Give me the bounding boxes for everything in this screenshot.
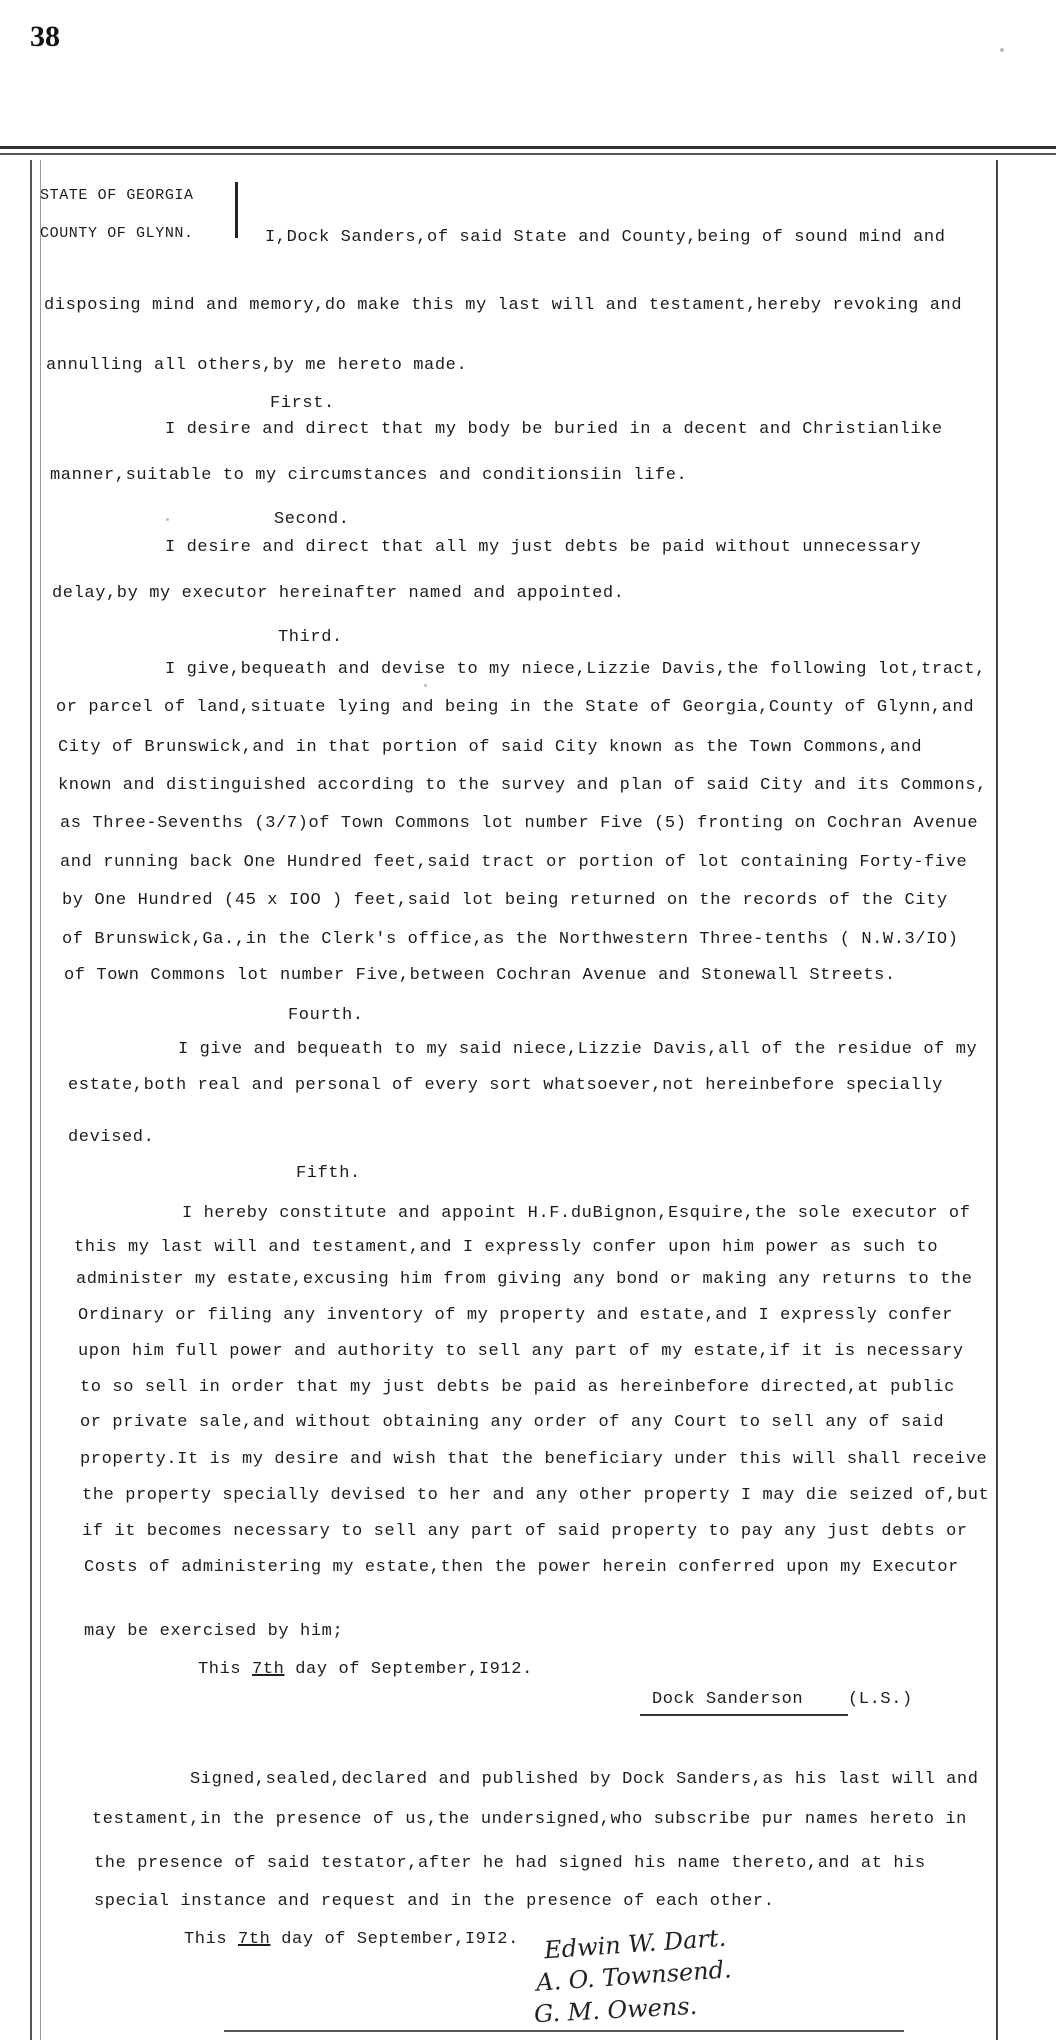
will-line-28: the property specially devised to her and any other property I may die seized of,but [82,1486,990,1505]
page-number: 38 [30,20,60,53]
margin-line [40,160,41,2040]
attest-date-prefix: This [184,1930,228,1949]
will-line-30: Costs of administering my estate,then the power herein conferred upon my Executor [84,1558,959,1577]
date-suffix: day of September,I912. [295,1660,533,1679]
caption-county: COUNTY OF GLYNN. [40,225,194,242]
witness-signature-2: A. O. Townsend. [535,1955,733,1997]
heading-second: Second. [274,510,350,529]
will-line-10: City of Brunswick,and in that portion of said City known as the Town Commons,and [58,738,923,757]
will-line-3: annulling all others,by me hereto made. [46,356,468,375]
will-line-14: by One Hundred (45 x IOO ) feet,said lot being returned on the records of the City [62,891,948,910]
will-line-18: estate,both real and personal of every sort whatsoever,not hereinbefore specially [68,1076,943,1095]
top-rule-secondary [0,153,1056,155]
attest-date-line [184,1930,519,1950]
will-line-8: I give,bequeath and devise to my niece,Lizzie Davis,the following lot,tract, [165,660,986,679]
heading-fourth: Fourth. [288,1006,364,1025]
will-line-2: disposing mind and memory,do make this my last will and testament,hereby revoking and [44,296,963,315]
top-rule [0,146,1056,149]
will-line-21: this my last will and testament,and I expressly confer upon him power as such to [74,1238,939,1257]
will-line-24: upon him full power and authority to sell any part of my estate,if it is necessary [78,1342,964,1361]
caption-state: STATE OF GEORGIA [40,187,194,204]
date-day: 7th [252,1660,285,1679]
signature-seal: (L.S.) [848,1690,913,1709]
heading-third: Third. [278,628,343,647]
will-line-12: as Three-Sevenths (3/7)of Town Commons lot number Five (5) fronting on Cochran Avenue [60,814,979,833]
attest-date-day: 7th [238,1930,271,1949]
caption-bracket [235,182,242,238]
attest-line-3: the presence of said testator,after he had signed his name thereto,and at his [94,1854,926,1873]
will-line-26: or private sale,and without obtaining any order of any Court to sell any of said [80,1413,945,1432]
attest-line-1: Signed,sealed,declared and published by Dock Sanders,as his last will and [190,1770,979,1789]
will-line-4: I desire and direct that my body be buried in a decent and Christianlike [165,420,943,439]
will-line-31: may be exercised by him; [84,1622,344,1641]
will-line-17: I give and bequeath to my said niece,Lizzie Davis,all of the residue of my [178,1040,978,1059]
witness-signature-1: Edwin W. Dart. [543,1923,727,1965]
will-line-15: of Brunswick,Ga.,in the Clerk's office,as the Northwestern Three-tenths ( N.W.3/IO) [62,930,959,949]
attest-line-4: special instance and request and in the presence of each other. [94,1892,775,1911]
attest-date-suffix: day of September,I9I2. [281,1930,519,1949]
will-line-5: manner,suitable to my circumstances and conditionsiin life. [50,466,688,485]
bottom-rule [224,2030,904,2032]
will-line-11: known and distinguished according to the survey and plan of said City and its Commons, [58,776,987,795]
will-line-23: Ordinary or filing any inventory of my property and estate,and I expressly confer [78,1306,953,1325]
heading-first: First. [270,394,335,413]
will-line-16: of Town Commons lot number Five,between Cochran Avenue and Stonewall Streets. [64,966,896,985]
date-line [198,1660,533,1680]
will-line-7: delay,by my executor hereinafter named and appointed. [52,584,625,603]
signature-rule [640,1714,848,1716]
page-frame [30,160,998,2040]
will-line-20: I hereby constitute and appoint H.F.duBignon,Esquire,the sole executor of [182,1204,971,1223]
will-line-19: devised. [68,1128,155,1147]
will-line-1: I,Dock Sanders,of said State and County,being of sound mind and [265,228,946,247]
will-line-22: administer my estate,excusing him from giving any bond or making any returns to the [76,1270,973,1289]
date-prefix: This [198,1660,242,1679]
scan-speck [424,684,427,687]
will-line-27: property.It is my desire and wish that the beneficiary under this will shall receive [80,1450,988,1469]
will-line-25: to so sell in order that my just debts be paid as hereinbefore directed,at public [80,1378,955,1397]
will-line-6: I desire and direct that all my just debts be paid without unnecessary [165,538,922,557]
will-line-29: if it becomes necessary to sell any part of said property to pay any just debts or [82,1522,968,1541]
heading-fifth: Fifth. [296,1164,361,1183]
attest-line-2: testament,in the presence of us,the undersigned,who subscribe pur names hereto in [92,1810,967,1829]
scan-speck [1000,48,1004,52]
signature-name: Dock Sanderson [652,1690,804,1709]
will-line-9: or parcel of land,situate lying and being in the State of Georgia,County of Glynn,and [56,698,975,717]
witness-signature-3: G. M. Owens. [533,1991,698,2029]
will-line-13: and running back One Hundred feet,said tract or portion of lot containing Forty-five [60,853,968,872]
scan-speck [166,518,169,521]
